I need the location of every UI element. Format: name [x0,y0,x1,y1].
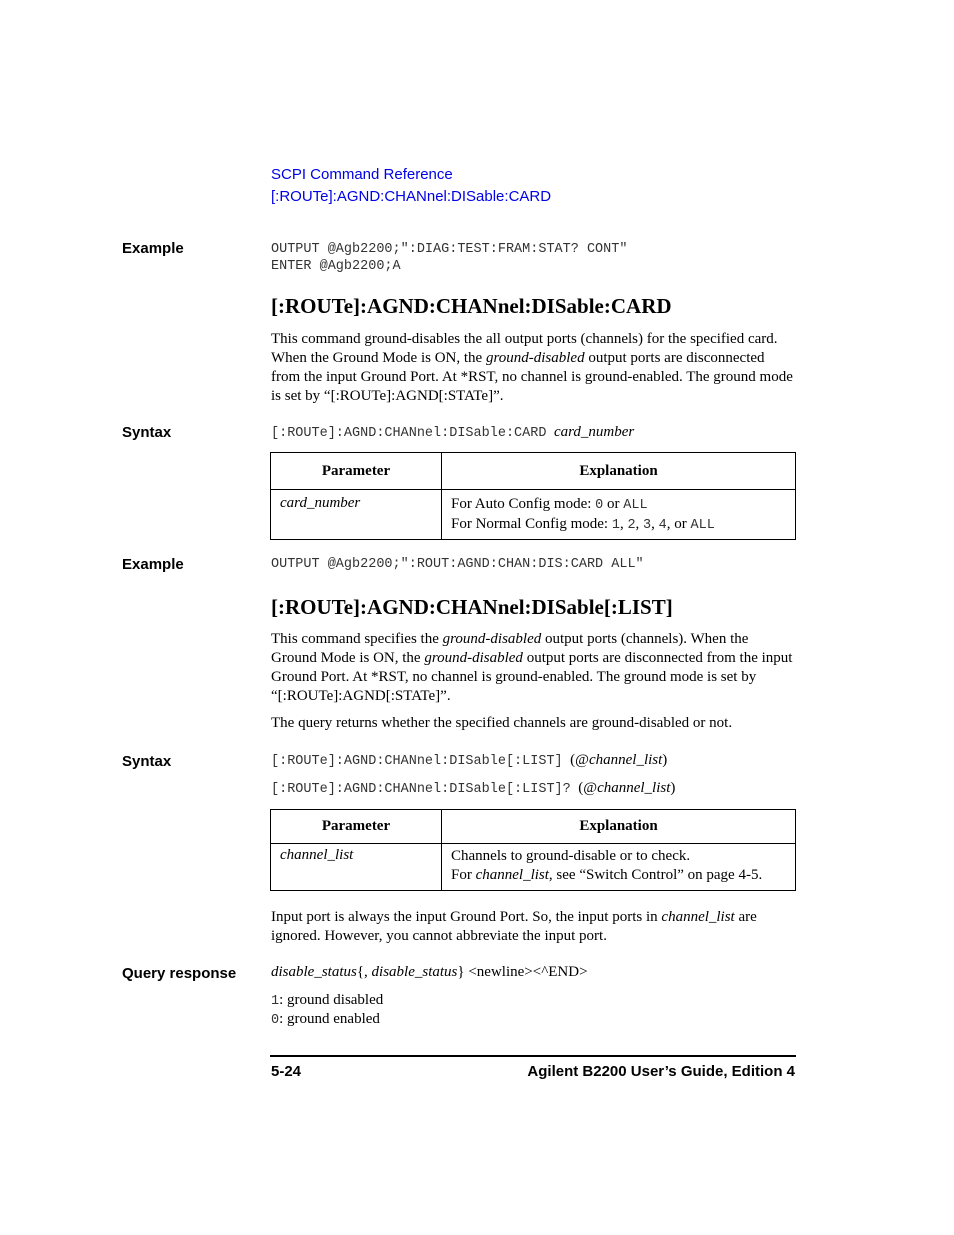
text: For Normal Config mode: [451,516,612,532]
text: , see “Switch Control” on page 4-5. [548,867,763,883]
table-cell [442,844,796,891]
description-paragraph [271,630,795,706]
text: , [619,516,628,532]
parameter-name: channel_list [280,847,354,863]
text: are ignored. However, you cannot abbreviate the input port. [271,909,757,944]
text: This command specifies the [271,631,443,647]
text: For Auto Config mode: [451,496,596,512]
text: Input port is always the input Ground Port. So, the input ports in [271,909,662,925]
syntax-query-line [271,780,675,797]
section-heading: [:ROUTe]:AGND:CHANnel:DISable:CARD [271,294,672,318]
text: (@ [578,780,598,796]
syntax-line [271,752,667,769]
text: output ports (channels). When the Ground Mode is ON, the [271,631,749,666]
footer-rule [270,1055,796,1057]
description-paragraph [271,330,795,406]
syntax-command: [:ROUTe]:AGND:CHANnel:DISable[:LIST]? [271,782,571,797]
emphasis: channel_list [475,867,549,883]
code: 4 [658,518,667,533]
text: } <newline><^END> [457,964,588,980]
syntax-label: Syntax [122,424,172,441]
page-number: 5-24 [271,1063,302,1080]
emphasis: ground-disabled [424,650,523,666]
syntax-command: [:ROUTe]:AGND:CHANnel:DISable[:LIST] [271,754,563,769]
table-header: Parameter [271,810,442,844]
code: 2 [627,518,636,533]
response-value-0 [271,1011,380,1028]
emphasis: channel_list [661,909,735,925]
response-field: disable_status [271,964,357,980]
text: For [451,867,476,883]
example-code [271,241,627,275]
example-label: Example [122,240,184,257]
parameter-name: card_number [280,495,361,511]
text: {, [356,964,372,980]
code: 1 [611,518,620,533]
response-value-1 [271,992,383,1009]
emphasis: ground-disabled [442,631,542,647]
code-line: ENTER @Agb2200;A [271,259,401,274]
parameter-table [270,452,796,540]
text: or [603,496,624,512]
syntax-label: Syntax [122,753,172,770]
table-cell [271,844,442,891]
table-header: Explanation [442,810,796,844]
text: : ground enabled [279,1011,380,1027]
code: ALL [690,518,715,533]
text: , [635,516,644,532]
text: output ports are disconnected from the input Ground Port. At *RST, no channel is ground-enabled. The ground mode is set by “[:ROUTe]:AGND[:STATe]”. [271,350,793,404]
query-paragraph: The query returns whether the specified channels are ground-disabled or not. [271,715,733,731]
text: output ports are disconnected from the input Ground Port. At *RST, no channel is ground-enabled. The ground mode is set by “[:ROUTe]:AGND[:STATe]”. [271,650,793,704]
text: ) [662,752,668,768]
text: (@ [570,752,589,768]
code: 3 [643,518,652,533]
syntax-argument: channel_list [588,752,663,768]
parameter-table [270,809,796,891]
code: 0 [595,498,604,513]
table-header: Explanation [442,453,796,490]
example-code: OUTPUT @Agb2200;":ROUT:AGND:CHAN:DIS:CARD ALL" [271,557,644,572]
text: Channels to ground-disable or to check. [451,848,691,864]
response-field: disable_status [371,964,458,980]
syntax-argument: channel_list [597,780,671,796]
code-line: OUTPUT @Agb2200;":DIAG:TEST:FRAM:STAT? CONT" [271,242,628,257]
footer-title: Agilent B2200 User’s Guide, Edition 4 [527,1063,795,1080]
text: , or [666,516,691,532]
query-response-format [271,964,588,981]
table-cell [271,490,442,540]
query-response-label: Query response [122,965,237,982]
text: : ground disabled [279,992,384,1008]
syntax-argument: card_number [553,424,635,440]
running-header-title: SCPI Command Reference [271,166,453,183]
code: 0 [271,1013,280,1028]
table-header: Parameter [271,453,442,490]
note-paragraph [271,908,795,946]
example-label: Example [122,556,184,573]
section-heading: [:ROUTe]:AGND:CHANnel:DISable[:LIST] [271,595,673,619]
syntax-command: [:ROUTe]:AGND:CHANnel:DISable:CARD [271,426,547,441]
text: ) [670,780,676,796]
text: This command ground-disables the all output ports (channels) for the specified card. When the Ground Mode is ON, the [271,331,778,366]
syntax-line [271,424,634,441]
emphasis: ground-disabled [485,350,585,366]
code: ALL [623,498,648,513]
code: 1 [271,994,280,1009]
running-header-subtitle: [:ROUTe]:AGND:CHANnel:DISable:CARD [271,188,552,205]
table-cell [442,490,796,540]
text: , [651,516,659,532]
